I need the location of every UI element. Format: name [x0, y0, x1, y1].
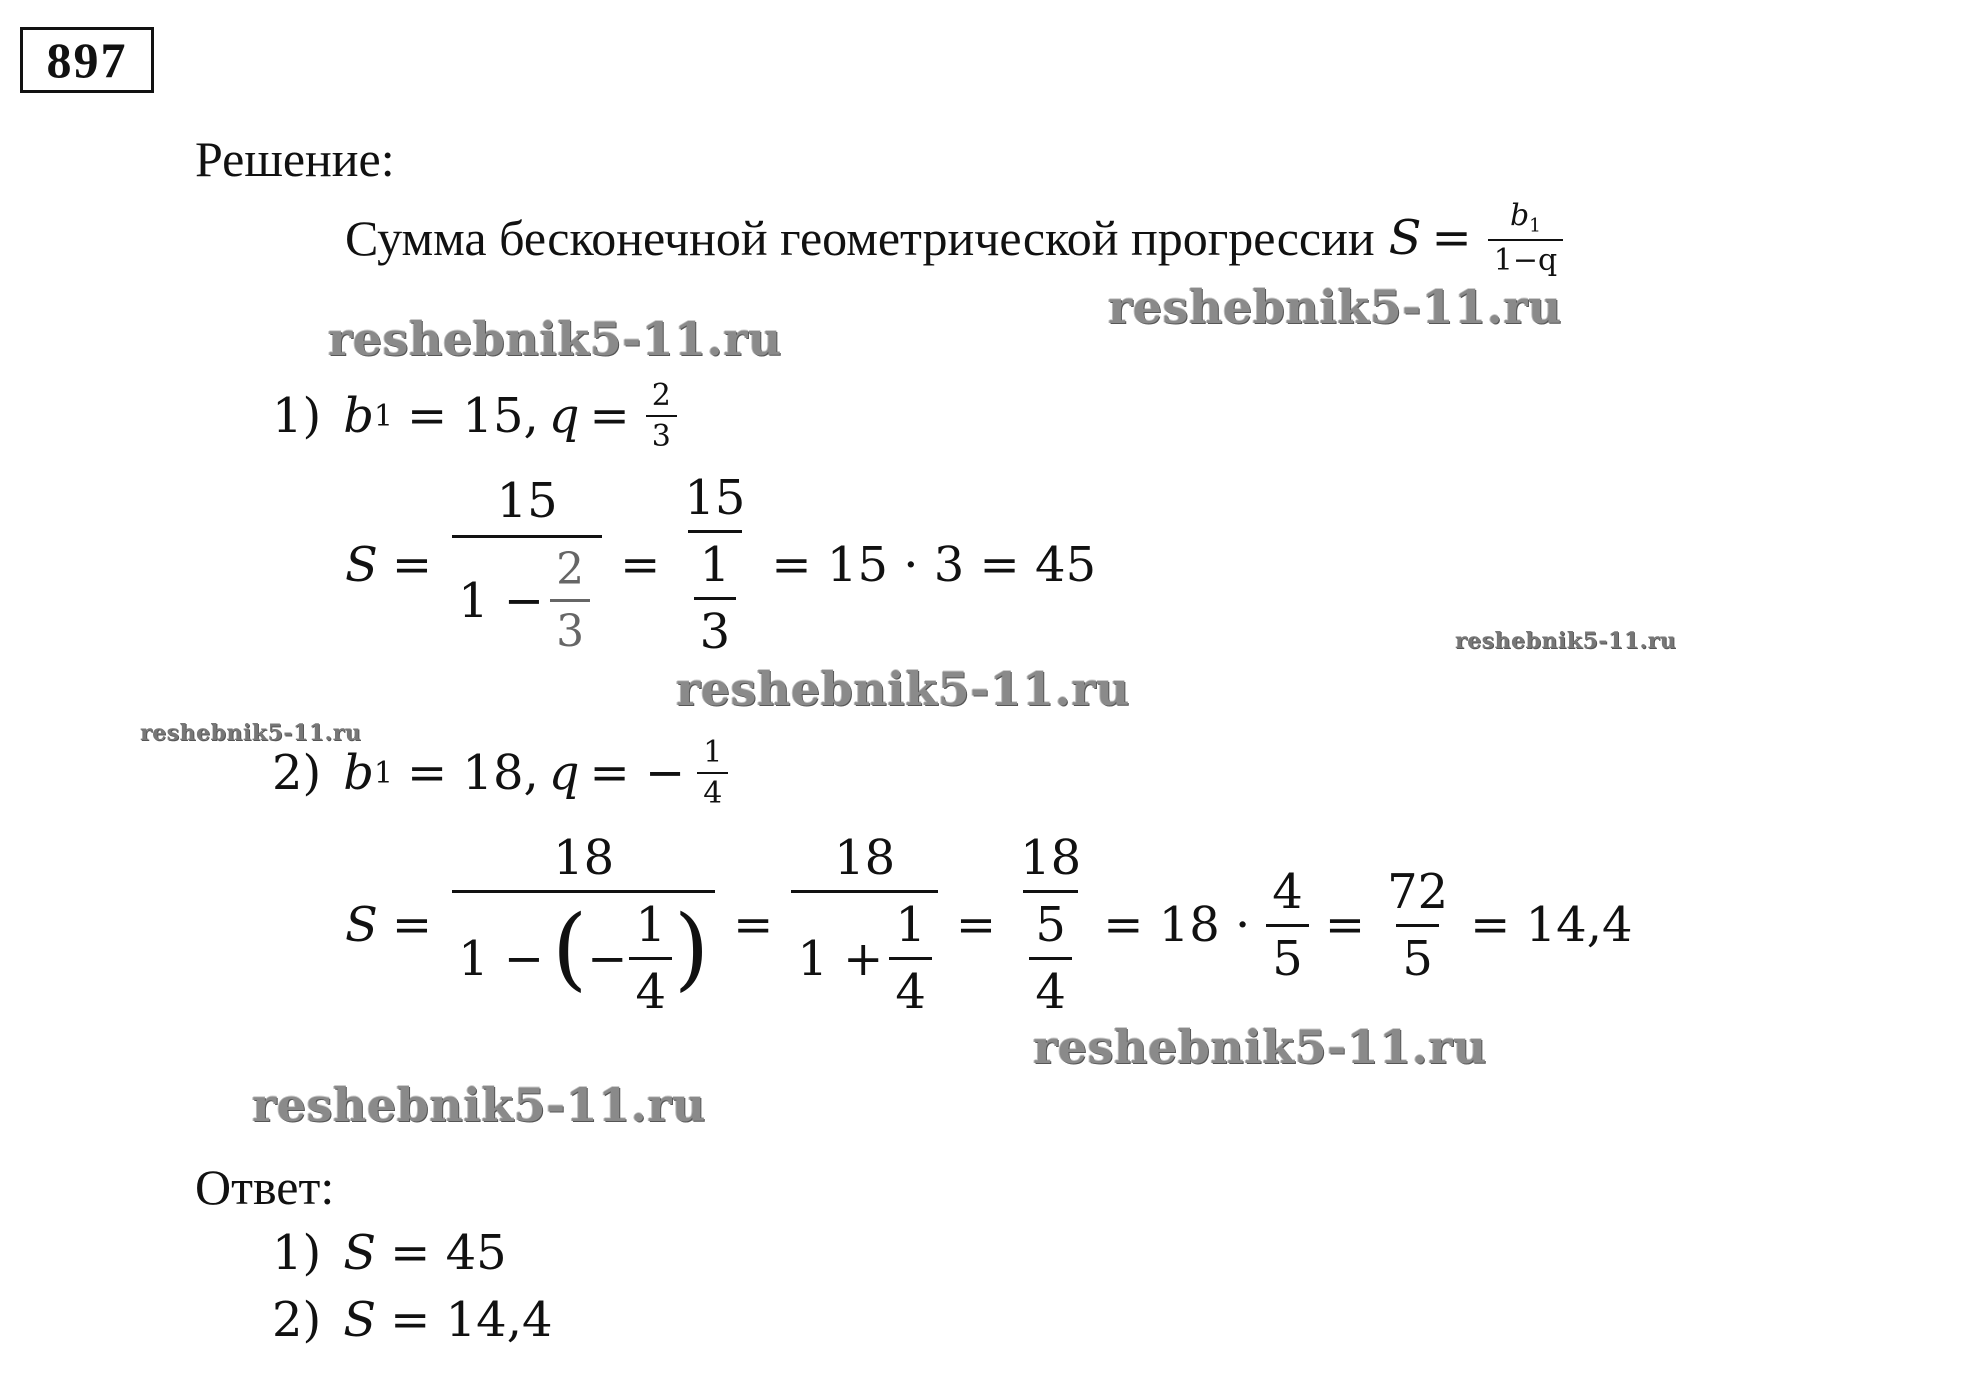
part1-computation: S = 15 1 − $\frac{2}{3}$ = $\frac{15}{\frac{1}{3}}$ = 15 · 3 = 45	[345, 470, 1097, 660]
intro-fraction: $\frac{b_1}{1-q}$	[1488, 198, 1563, 278]
part2-frac-4: $\frac{4}{5}$	[1266, 864, 1309, 987]
part1-frac-1: 15 1 − $\frac{2}{3}$	[452, 473, 602, 657]
part1-q-fraction: $\frac{2}{3}$	[646, 378, 677, 454]
part2-frac-5: $\frac{72}{5}$	[1387, 863, 1449, 987]
part2-computation: S = 18 1 − ( − $\frac{1}{4}$ ) = 18 1 + $\frac{1}{4}$ = $\frac{18}{\frac{5}{4}}$ = 18 · $\frac{4}{5}$ = $\frac{72}{5}$ = 14,4	[345, 830, 1633, 1020]
part1-given: 1) b 1 = 15, q = $\frac{2}{3}$	[272, 378, 683, 454]
watermark: reshebnik5-11.ru	[1108, 280, 1562, 334]
part1-label: 1)	[272, 388, 322, 444]
part2-q-fraction: $\frac{1}{4}$	[697, 735, 728, 811]
part2-frac-1: 18 1 − ( − $\frac{1}{4}$ )	[452, 830, 715, 1020]
watermark: reshebnik5-11.ru	[252, 1078, 706, 1132]
problem-number: 897	[20, 27, 154, 93]
watermark: reshebnik5-11.ru	[1455, 628, 1677, 654]
part2-given: 2) b 1 = 18, q = − $\frac{1}{4}$	[272, 735, 734, 811]
part2-frac-2: 18 1 + $\frac{1}{4}$	[791, 830, 938, 1020]
watermark: reshebnik5-11.ru	[1033, 1020, 1487, 1074]
watermark: reshebnik5-11.ru	[140, 720, 362, 746]
intro-line	[345, 198, 1569, 278]
part1-frac-2: $\frac{15}{\frac{1}{3}}$	[684, 470, 746, 660]
part2-result: = 14,4	[1470, 897, 1633, 953]
solution-heading: Решение:	[195, 131, 395, 187]
intro-text: Сумма бесконечной геометрической прогрессии	[345, 209, 1375, 266]
intro-S: S	[1388, 209, 1422, 266]
answer-line-2: 2) S = 14,4	[272, 1292, 553, 1348]
part1-result: = 15 · 3 = 45	[771, 537, 1097, 593]
part2-label: 2)	[272, 745, 322, 801]
watermark: reshebnik5-11.ru	[676, 662, 1130, 716]
intro-eq: =	[1431, 209, 1472, 266]
answer-line-1: 1) S = 45	[272, 1225, 507, 1281]
answer-heading: Ответ:	[195, 1159, 335, 1215]
part2-frac-3: $\frac{18}{\frac{5}{4}}$	[1020, 830, 1082, 1020]
watermark: reshebnik5-11.ru	[328, 312, 782, 366]
